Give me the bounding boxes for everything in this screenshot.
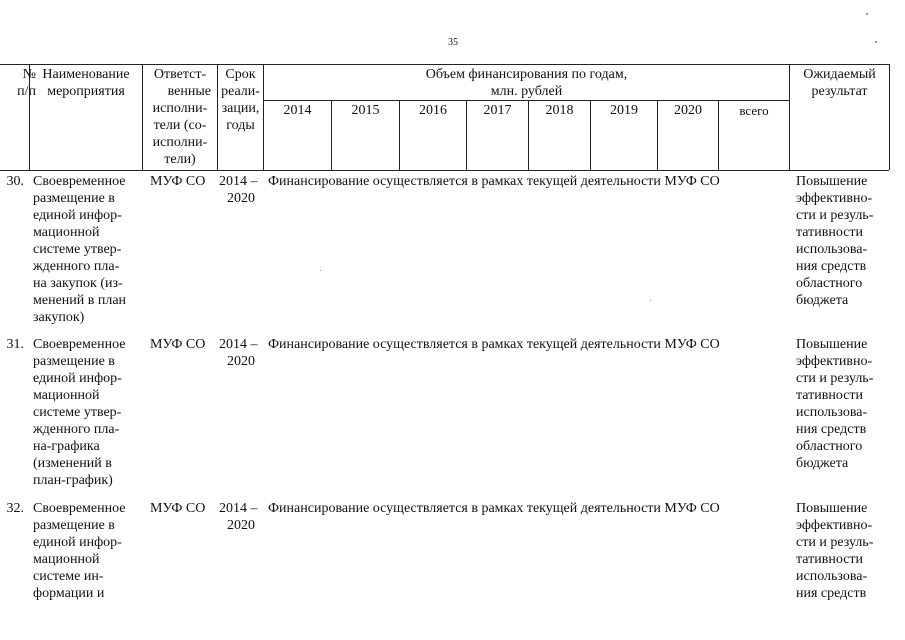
row-name-line: мационной [33, 552, 100, 567]
row-name-line: единой инфор- [33, 208, 122, 223]
row-name-line: системе утвер- [33, 242, 122, 257]
row-financing: Финансирование осуществляется в рамках текущей деятельности МУФ СО [268, 501, 720, 516]
row-number: 30. [6, 174, 24, 189]
row-name-line: (изменений в [33, 456, 112, 471]
row-term [219, 500, 261, 534]
row-term-line: 2014 – [219, 501, 258, 516]
header-term-line: реали- [221, 84, 260, 99]
row-result-line: Повышение [796, 501, 868, 516]
header-year-2016: 2016 [419, 103, 447, 118]
row-result-line: бюджета [796, 293, 849, 308]
header-responsible-line: тели) [164, 152, 196, 167]
row-result-line: областного [796, 276, 863, 291]
row-name-line: менений в план [33, 293, 127, 308]
row-responsible: МУФ СО [150, 337, 206, 352]
header-financing-line: Объем финансирования по годам, [425, 67, 628, 82]
row-result-line: областного [796, 439, 863, 454]
row-responsible: МУФ СО [150, 174, 206, 189]
row-result-line: ния средств [796, 586, 867, 601]
scan-speck [650, 300, 651, 301]
header-responsible-line: исполни- [152, 101, 208, 116]
header-year-2017: 2017 [483, 103, 512, 118]
header-years-rule [263, 100, 789, 101]
page-number: 35 [448, 37, 458, 48]
header-year-2015: 2015 [351, 103, 380, 118]
header-year-2019: 2019 [610, 103, 638, 118]
header-name-line: мероприятия [47, 84, 125, 99]
row-term-line: 2020 [227, 518, 255, 533]
header-responsible-line: исполни- [152, 135, 208, 150]
row-financing: Финансирование осуществляется в рамках текущей деятельности МУФ СО [268, 174, 720, 189]
header-year-2020: 2020 [674, 103, 702, 118]
header-year-2018: 2018 [545, 103, 574, 118]
header-financing [264, 66, 789, 100]
row-result-line: эффективно- [796, 354, 873, 369]
row-name-line: Своевременное [33, 501, 126, 516]
row-result-line: использова- [796, 242, 868, 257]
row-name-line: мационной [33, 225, 100, 240]
row-term-line: 2020 [227, 354, 255, 369]
row-result-line: тативности [796, 225, 864, 240]
header-year-2014: 2014 [283, 103, 312, 118]
header-responsible-line: Ответст- [153, 67, 207, 82]
header-responsible-line: венные [167, 84, 211, 99]
row-number: 31. [6, 337, 24, 352]
row-result [796, 336, 889, 472]
row-result-line: ния средств [796, 422, 867, 437]
row-result-line: тативности [796, 388, 864, 403]
header-term-line: годы [226, 118, 255, 133]
row-name-line: единой инфор- [33, 371, 122, 386]
row-name-line: Своевременное [33, 337, 126, 352]
header-number [0, 66, 36, 100]
row-number: 32. [6, 501, 24, 516]
header-top-rule [0, 64, 889, 65]
header-total: всего [739, 103, 769, 118]
header-name-line: Наименование [42, 67, 130, 82]
header-financing-line: млн. рублей [490, 84, 563, 99]
row-name-line: мационной [33, 388, 100, 403]
row-name-line: размещение в [33, 354, 115, 369]
header-result [790, 66, 889, 100]
header-name [30, 66, 142, 100]
scan-speck [875, 41, 877, 43]
header-result-line: результат [811, 84, 868, 99]
row-name-line: системе ин- [33, 569, 104, 584]
header-term [218, 66, 263, 134]
row-name-line: единой инфор- [33, 535, 122, 550]
row-result-line: Повышение [796, 337, 868, 352]
header-result-line: Ожидаемый [803, 67, 876, 82]
header-bottom-rule [0, 170, 889, 171]
row-result [796, 500, 889, 602]
row-result-line: использова- [796, 405, 868, 420]
row-name [33, 336, 139, 489]
row-name [33, 173, 139, 326]
header-number-line: № [22, 67, 36, 82]
row-result [796, 173, 889, 309]
row-name-line: Своевременное [33, 174, 126, 189]
row-term [219, 173, 261, 207]
row-result-line: эффективно- [796, 191, 873, 206]
col-divider [889, 64, 890, 170]
row-result-line: ния средств [796, 259, 867, 274]
row-name-line: размещение в [33, 518, 115, 533]
header-term-line: зации, [221, 101, 260, 116]
row-result-line: сти и резуль- [796, 208, 874, 223]
row-name-line: на-графика [33, 439, 100, 454]
row-term [219, 336, 261, 370]
header-term-line: Срок [225, 67, 256, 82]
scan-speck [320, 270, 321, 271]
row-name-line: размещение в [33, 191, 115, 206]
row-result-line: сти и резуль- [796, 535, 874, 550]
row-name-line: жденного пла- [33, 259, 120, 274]
header-responsible [143, 66, 217, 168]
row-term-line: 2014 – [219, 174, 258, 189]
row-name-line: закупок) [33, 310, 85, 325]
row-result-line: эффективно- [796, 518, 873, 533]
header-number-line: п/п [17, 84, 36, 99]
row-name-line: жденного пла- [33, 422, 120, 437]
row-result-line: использова- [796, 569, 868, 584]
row-responsible: МУФ СО [150, 501, 206, 516]
row-financing: Финансирование осуществляется в рамках текущей деятельности МУФ СО [268, 337, 720, 352]
row-name-line: формации и [33, 586, 105, 601]
row-name-line: план-график) [33, 473, 113, 488]
row-term-line: 2014 – [219, 337, 258, 352]
row-term-line: 2020 [227, 191, 255, 206]
row-name-line: на закупок (из- [33, 276, 123, 291]
row-result-line: сти и резуль- [796, 371, 874, 386]
row-name-line: системе утвер- [33, 405, 122, 420]
scan-speck [866, 13, 868, 15]
row-result-line: тативности [796, 552, 864, 567]
row-result-line: бюджета [796, 456, 849, 471]
row-result-line: Повышение [796, 174, 868, 189]
row-name [33, 500, 139, 602]
header-responsible-line: тели (со- [153, 118, 207, 133]
